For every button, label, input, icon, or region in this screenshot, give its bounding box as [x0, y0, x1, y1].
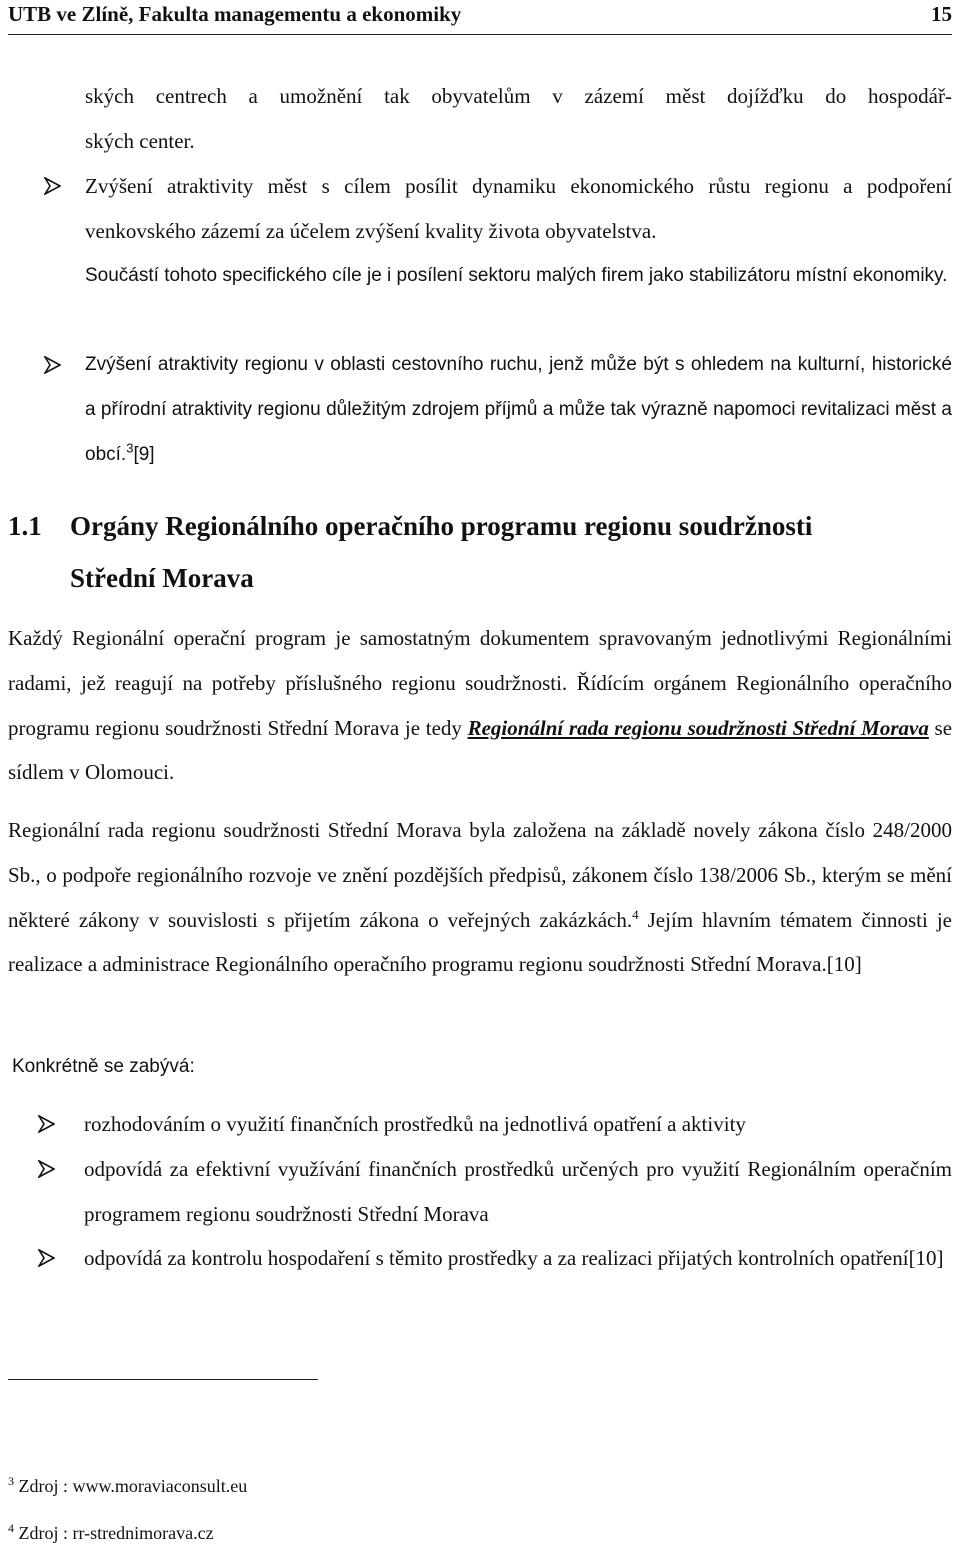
intro-line-2: ských center. — [85, 129, 195, 153]
list-item — [0, 1147, 952, 1237]
paragraph1-text-end: se sídlem v Olomouci. — [8, 715, 953, 785]
header-title: UTB ve Zlíně, Fakulta managementu a ekonomiky — [8, 2, 462, 26]
footnote-ref-3: 3 — [126, 440, 134, 456]
arrow-bullet-icon — [44, 343, 68, 387]
section-number: 1.1 — [8, 511, 42, 541]
list-item-text-sans: Součástí tohoto specifického cíle je i posílení sektoru malých firem jako stabilizátoru místní ekonomiky. — [85, 264, 948, 286]
footnote-divider — [8, 1379, 318, 1380]
section-title-line2: Střední Morava — [70, 563, 254, 593]
arrow-bullet-icon — [44, 164, 68, 208]
list-intro: Konkrétně se zabývá: — [12, 1056, 195, 1077]
list-item — [8, 164, 952, 298]
page-number: 15 — [931, 2, 952, 26]
list-item-text — [85, 343, 952, 477]
page-header — [8, 0, 952, 35]
paragraph — [8, 808, 952, 987]
list-item-text: Zvýšení atraktivity měst s cílem posílit dynamiku ekonomického růstu regionu a podpoření venkovského zázemí za účelem zvýšení kvality života obyvatelstva. — [85, 174, 952, 243]
paragraph — [8, 616, 952, 795]
footnote-text: Zdroj : rr-strednimorava.cz — [18, 1523, 214, 1543]
paragraph1-text: Každý Regionální operační program je samostatným dokumentem spravovaným jednotlivými Regionálními radami, jež reagují na potřeby příslušného regionu soudržnosti. Řídícím orgánem Regionálního operačního programu regionu soudržnosti Střední Morava je tedy — [8, 626, 952, 740]
arrow-bullet-icon — [38, 1102, 62, 1146]
footnote-number: 3 — [8, 1474, 14, 1488]
list-item-text: odpovídá za efektivní využívání finančních prostředků určených pro využití Regionálním operačním programem regionu soudržnosti Střední Morava — [84, 1157, 952, 1226]
arrow-bullet-icon — [38, 1147, 62, 1191]
list-item-text: odpovídá za kontrolu hospodaření s těmito prostředky a za realizaci přijatých kontrolních opatření[10] — [84, 1246, 944, 1270]
footnote-text: Zdroj : www.moraviaconsult.eu — [18, 1476, 248, 1496]
paragraph2-text-end: Jejím hlavním tématem činnosti je realizace a administrace Regionálního operačního programu regionu soudržnosti Střední Morava.[10] — [8, 907, 952, 977]
section-title-line1: Orgány Regionálního operačního programu regionu soudržnosti — [70, 511, 813, 541]
footnote — [8, 1521, 214, 1545]
list-item — [0, 1102, 952, 1147]
arrow-bullet-icon — [38, 1236, 62, 1280]
emphasis-text: Regionální rada regionu soudržnosti Střední Morava — [467, 715, 929, 740]
intro-line-1: ských centrech a umožnění tak obyvatelům v zázemí měst dojížďku do hospodář- — [85, 84, 952, 108]
citation: [9] — [133, 443, 155, 465]
footnote-number: 4 — [8, 1521, 14, 1535]
list-item — [0, 1236, 952, 1281]
list-item — [8, 343, 952, 477]
bullet-2-text: Zvýšení atraktivity regionu v oblasti cestovního ruchu, jenž může být s ohledem na kulturní, historické a přírodní atraktivity regionu důležitým zdrojem příjmů a může tak výrazně napomoci revitalizaci měst a obcí. — [85, 354, 952, 465]
footnote — [8, 1474, 247, 1498]
list-item-text: rozhodováním o využití finančních prostředků na jednotlivá opatření a aktivity — [84, 1112, 746, 1136]
section-heading — [8, 500, 952, 604]
footnote-ref-4: 4 — [632, 906, 639, 922]
paragraph2-text: Regionální rada regionu soudržnosti Střední Morava byla založena na základě novely zákona číslo 248/2000 Sb., o podpoře regionálního rozvoje ve znění pozdějších předpisů, zákonem číslo 138/2006 Sb., kterým se mění některé zákony v souvislosti s přijetím zákona o veřejných zakázkách. — [8, 818, 952, 932]
